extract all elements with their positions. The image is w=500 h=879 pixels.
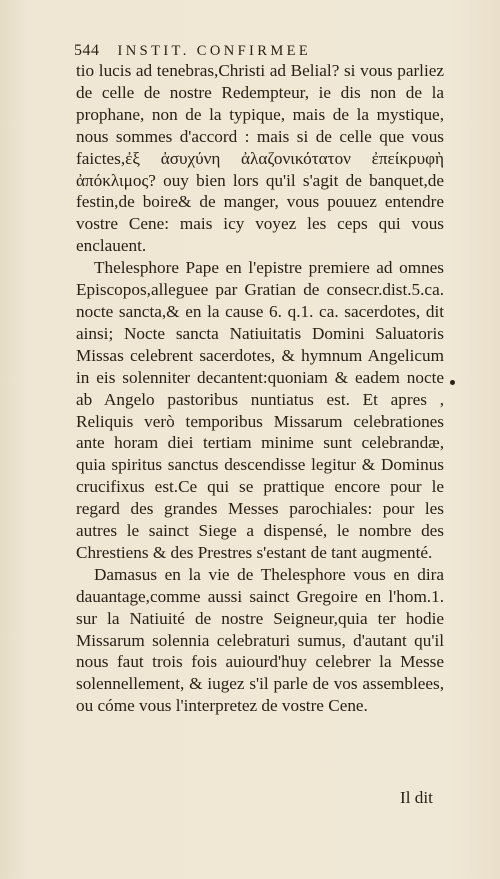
page-body [76, 60, 444, 717]
running-head: INSTIT. CONFIRMEE [117, 43, 312, 59]
paragraph-thelesphore: Thelesphore Pape en l'epistre premiere ad omnes Episcopos,alleguee par Gratian de consecr.dist.5.ca. nocte sancta,& en la cause 6. q.1. ca. sacerdotes, dit ainsi; Nocte sancta Natiuitatis Domini Saluatoris Missas celebrent sacerdotes, & hymnum Angelicum in eis solenniter decantent:quoniam & eadem nocte ab Angelo pastoribus nuntiatus est. Et apres , Reliquis verò temporibus Missarum celebrationes ante horam diei tertiam minime sunt celebrandæ, quia spiritus sanctus descendisse legitur & Dominus crucifixus est.Ce qui se prattique encore pour le regard des grandes Messes parochiales: pour les autres le sainct Siege a dispensé, le nombre des Chrestiens & des Prestres s'estant de tant augmenté. [76, 258, 444, 562]
margin-mark [450, 380, 455, 385]
page-number: 544 [74, 42, 100, 59]
page-header [74, 42, 434, 60]
catchword: Il dit [400, 788, 433, 807]
paragraph-damasus: Damasus en la vie de Thelesphore vous en dira dauantage,comme aussi sainct Gregoire en l'hom.1. sur la Natiuité de nostre Seigneur,quia ter hodie Missarum solennia celebraturi sumus, d'autant qu'il nous faut trois fois auiourd'huy celebrer la Messe solennellement, & iugez s'il parle de vos assemblees, ou cóme vous l'interpretez de vostre Cene. [76, 564, 444, 716]
paragraph-continued: tio lucis ad tenebras,Christi ad Belial? si vous parliez de celle de nostre Redempteur, ie dis non de la prophane, non de la typique, mais de la mystique, nous sommes d'accord : mais si de celle que vous faictes,ἐξ ἀσυχύνη ἀλαζονικότατον ἐπείκρυφὴ ἀπόκλιμος? ouy bien lors qu'il s'agit de banquet,de festin,de boire& de manger, vous pouuez entendre vostre Cene: mais icy voyez les ceps qui vous enclauent. [76, 61, 444, 256]
